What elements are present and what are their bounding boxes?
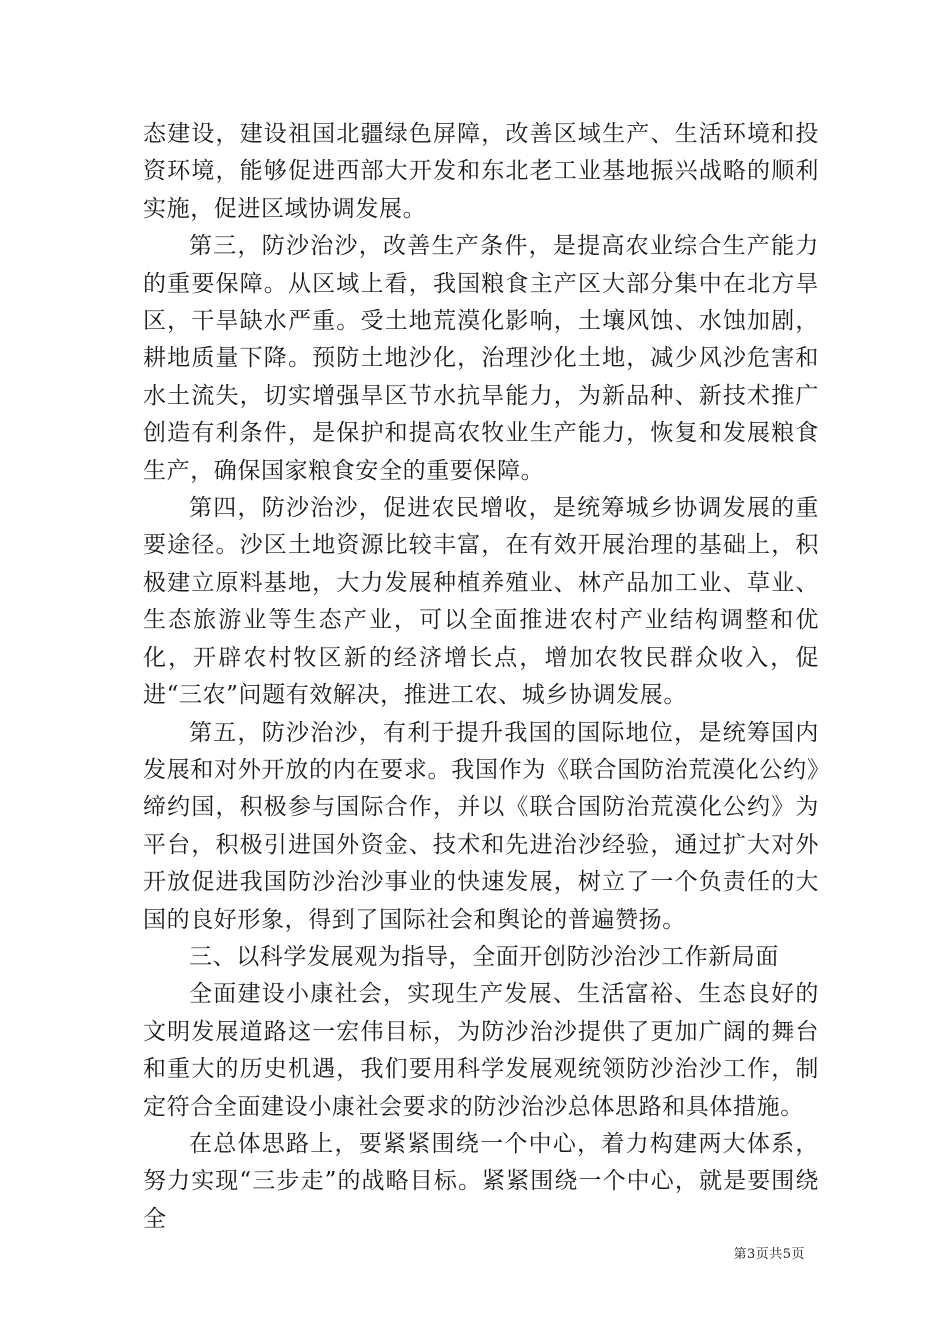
section-heading: 三、以科学发展观为指导，全面开创防沙治沙工作新局面: [189, 943, 779, 970]
paragraph-third-point: 第三，防沙治沙，改善生产条件，是提高农业综合生产能力的重要保障。从区域上看，我国粮食主产区大部分集中在北方旱区，干旱缺水严重。受土地荒漠化影响，土壤风蚀、水蚀加剧，耕地质量下降。预防土地沙化，治理沙化土地，减少风沙危害和水土流失，切实增强旱区节水抗旱能力，为新品种、新技术推广创造有利条件，是保护和提高农牧业生产能力，恢复和发展粮食生产，确保国家粮食安全的重要保障。: [143, 233, 819, 484]
paragraph-overall-approach: 在总体思路上，要紧紧围绕一个中心，着力构建两大体系，努力实现“三步走”的战略目标。紧紧围绕一个中心，就是要围绕全: [143, 1130, 819, 1232]
document-body: [143, 116, 819, 1238]
paragraph-continuation: 态建设，建设祖国北疆绿色屏障，改善区域生产、生活环境和投资环境，能够促进西部大开发和东北老工业基地振兴战略的顺利实施，促进区域协调发展。: [143, 121, 819, 222]
paragraph-section-intro: 全面建设小康社会，实现生产发展、生活富裕、生态良好的文明发展道路这一宏伟目标，为防沙治沙提供了更加广阔的舞台和重大的历史机遇，我们要用科学发展观统领防沙治沙工作，制定符合全面建设小康社会要求的防沙治沙总体思路和具体措施。: [143, 981, 819, 1120]
page-number-footer: 第3页共5页: [733, 1247, 805, 1262]
paragraph-fourth-point: 第四，防沙治沙，促进农民增收，是统筹城乡协调发展的重要途径。沙区土地资源比较丰富，在有效开展治理的基础上，积极建立原料基地，大力发展种植养殖业、林产品加工业、草业、生态旅游业等生态产业，可以全面推进农村产业结构调整和优化，开辟农村牧区新的经济增长点，增加农牧民群众收入，促进“三农”问题有效解决，推进工农、城乡协调发展。: [143, 495, 819, 709]
paragraph-fifth-point: 第五，防沙治沙，有利于提升我国的国际地位，是统筹国内发展和对外开放的内在要求。我国作为《联合国防治荒漠化公约》缔约国，积极参与国际合作，并以《联合国防治荒漠化公约》为平台，积极引进国外资金、技术和先进治沙经验，通过扩大对外开放促进我国防沙治沙事业的快速发展，树立了一个负责任的大国的良好形象，得到了国际社会和舆论的普遍赞扬。: [143, 719, 819, 933]
